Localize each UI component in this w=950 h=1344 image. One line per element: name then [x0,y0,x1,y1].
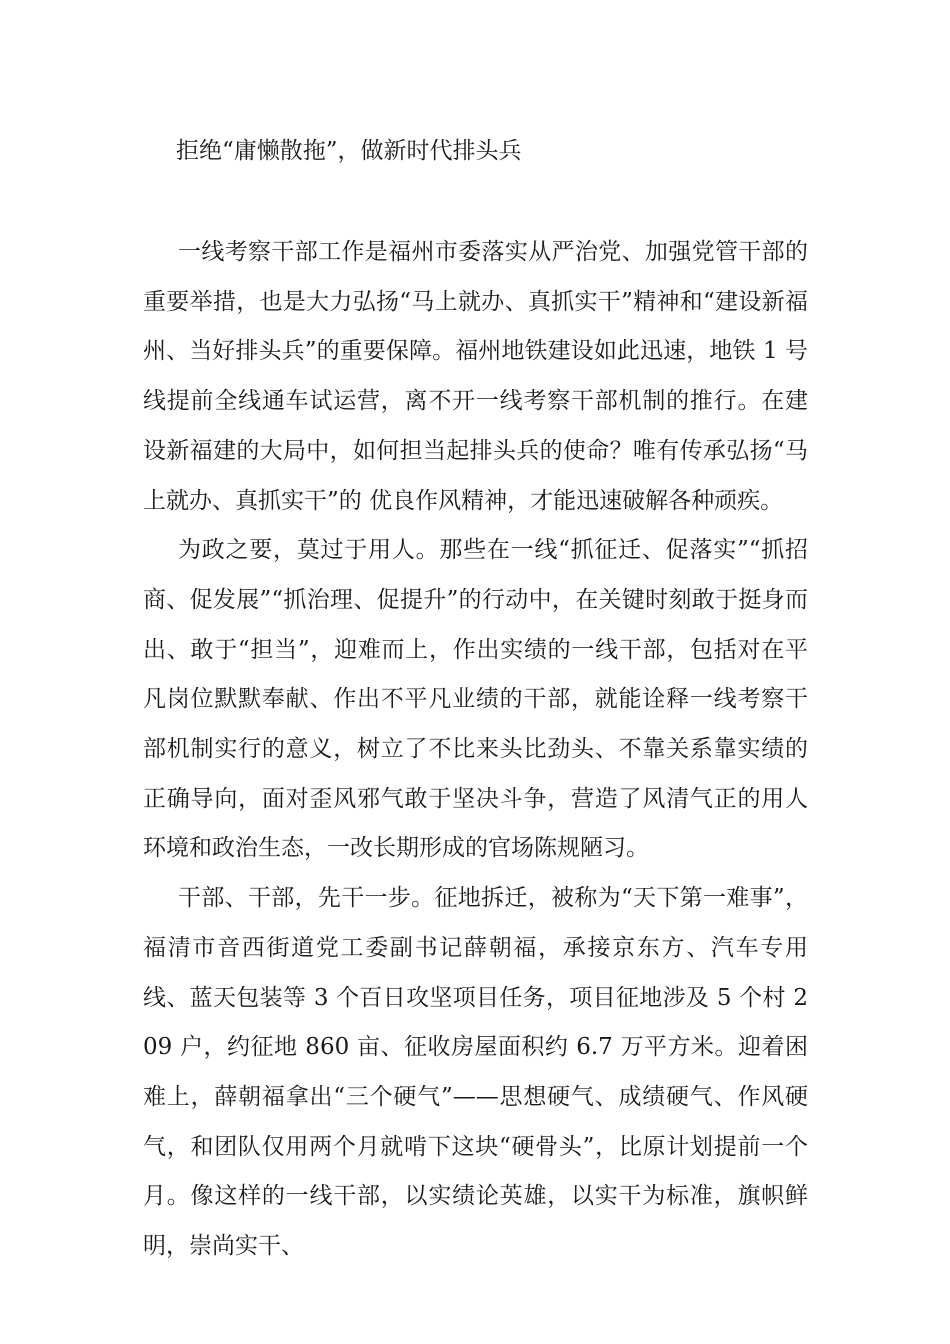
document-body [143,228,808,1272]
paragraph-1: 一线考察干部工作是福州市委落实从严治党、加强党管干部的重要举措，也是大力弘扬“马上就办、真抓实干”精神和“建设新福州、当好排头兵”的重要保障。福州地铁建设如此迅速，地铁 1 号线提前全线通车试运营，离不开一线考察干部机制的推行。在建设新福建的大局中，如何担当起排头兵的使命？唯有传承弘扬“马上就办、真抓实干”的 优良作风精神，才能迅速破解各种顽疾。 [143,239,808,514]
paragraph-3: 干部、干部，先干一步。征地拆迁，被称为“天下第一难事”，福清市音西街道党工委副书记薛朝福，承接京东方、汽车专用线、蓝天包装等 3 个百日攻坚项目任务，项目征地涉及 5 个村 209 户，约征地 860 亩、征收房屋面积约 6.7 万平方米。迎着困难上，薛朝福拿出“三个硬气”——思想硬气、成绩硬气、作风硬气，和团队仅用两个月就啃下这块“硬骨头”，比原计划提前一个月。像这样的一线干部，以实绩论英雄，以实干为标准，旗帜鲜明，崇尚实干、 [143,885,808,1260]
document-title: 拒绝“庸懒散拖”，做新时代排头兵 [176,138,522,164]
paragraph-2: 为政之要，莫过于用人。那些在一线“抓征迁、促落实”“抓招商、促发展”“抓治理、促提升”的行动中，在关键时刻敢于挺身而出、敢于“担当”，迎难而上，作出实绩的一线干部，包括对在平凡岗位默默奉献、作出不平凡业绩的干部，就能诠释一线考察干部机制实行的意义，树立了不比来头比劲头、不靠关系靠实绩的正确导向，面对歪风邪气敢于坚决斗争，营造了风清气正的用人环境和政治生态，一改长期形成的官场陈规陋习。 [143,537,808,862]
